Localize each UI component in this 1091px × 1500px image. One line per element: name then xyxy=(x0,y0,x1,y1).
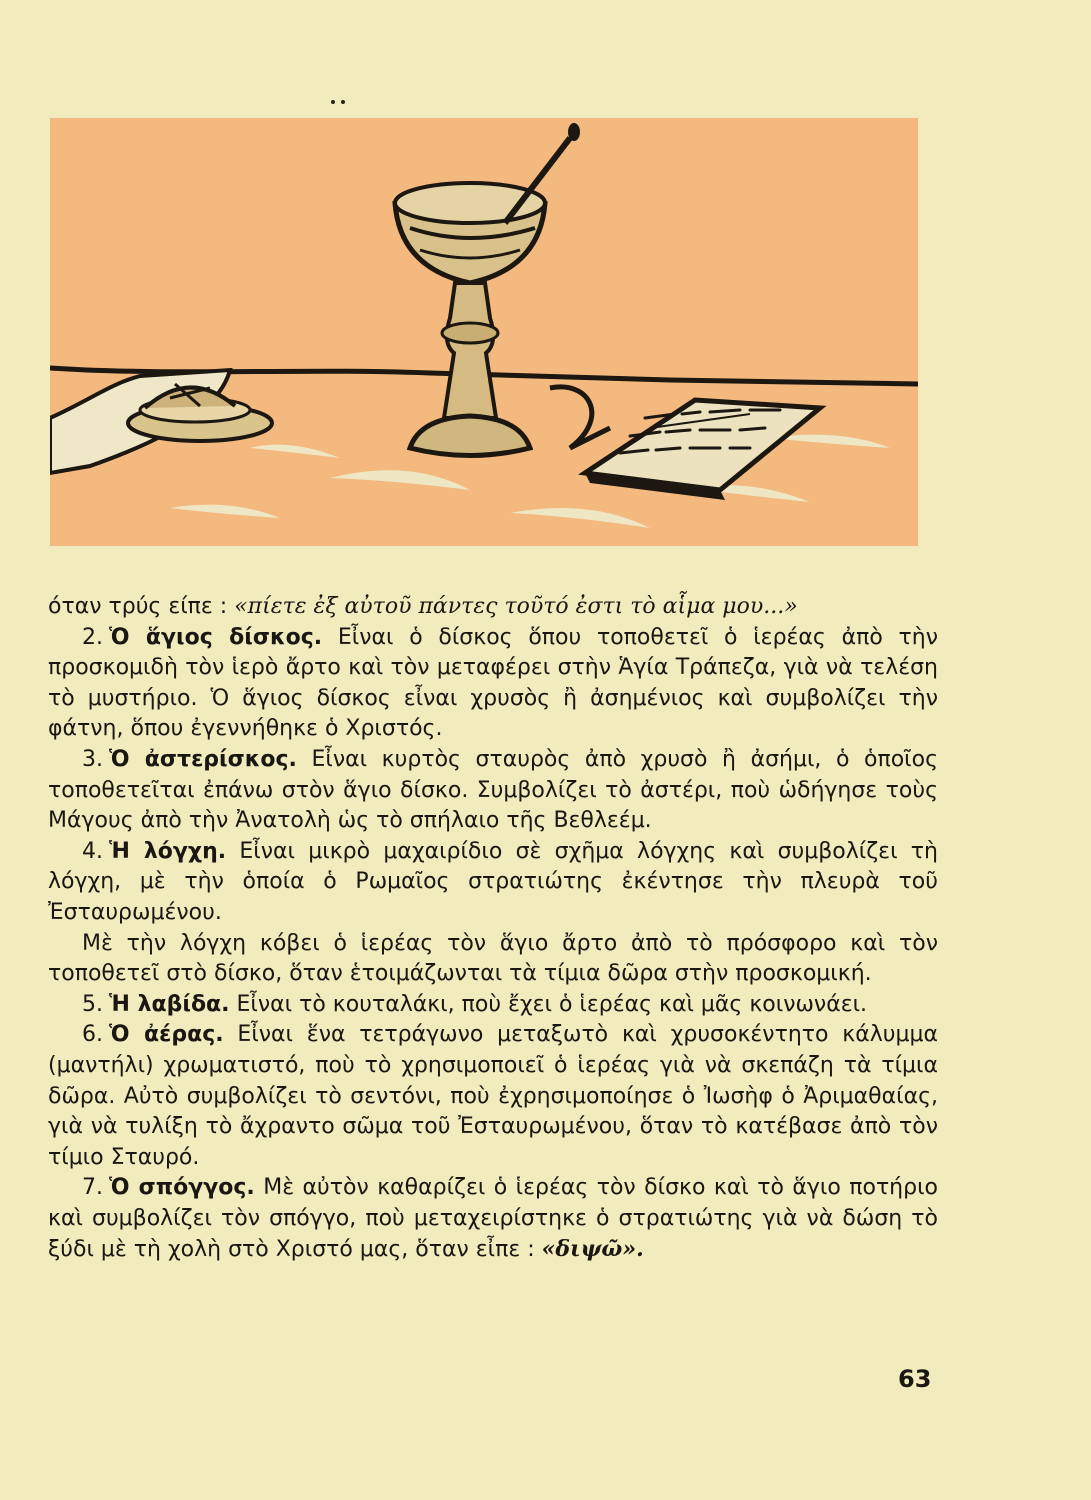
item-term: Ὁ ἀστερίσκος. xyxy=(109,746,297,772)
page-number: 63 xyxy=(898,1365,932,1393)
paragraph-item-5 xyxy=(48,990,938,1021)
quote-text: «πίετε ἐξ αὐτοῦ πάντες τοῦτό ἐστι τὸ αἷμα μου...» xyxy=(234,594,798,619)
item-term: Ἡ λόγχη. xyxy=(109,838,227,864)
item-text: Μὲ τὴν λόγχη κόβει ὁ ἱερέας τὸν ἅγιο ἄρτο ἀπὸ τὸ πρόσφορο καὶ τὸν τοποθετεῖ στὸ δίσκο, ὅταν ἑτοιμάζωνται τὰ τίμια δῶρα στὴν προσκομική. xyxy=(48,930,938,987)
item-number: 3. xyxy=(82,746,103,772)
item-number: 5. xyxy=(82,991,103,1017)
paragraph-item-3 xyxy=(48,745,938,837)
item-term: Ἡ λαβίδα. xyxy=(109,991,230,1017)
body-text xyxy=(48,592,938,1266)
item-term: Ὁ σπόγγος. xyxy=(109,1175,255,1201)
item-text: Εἶναι ὁ δίσκος ὅπου τοποθετεῖ ὁ ἱερέας ἀπὸ τὴν προσκομιδὴ τὸν ἱερὸ ἄρτο καὶ τὸν μεταφέρει στὴν Ἁγία Τράπεζα, γιὰ νὰ τελέση τὸ μυστήριο. Ὁ ἅγιος δίσκος εἶναι χρυσὸς ἢ ἀσημένιος καὶ συμβολίζει τὴν φάτνη, ὅπου ἐγεννήθηκε ὁ Χριστός. xyxy=(48,624,939,742)
quote-text: «διψῶ». xyxy=(541,1236,644,1263)
item-number: 2. xyxy=(82,624,103,650)
item-term: Ὁ ἅγιος δίσκος. xyxy=(109,624,323,650)
paragraph-item-2 xyxy=(48,623,938,745)
paragraph-item-4 xyxy=(48,837,938,929)
chalice-illustration xyxy=(50,118,918,546)
item-number: 6. xyxy=(82,1022,103,1048)
item-text: Εἶναι κυρτὸς σταυρὸς ἀπὸ χρυσὸ ἢ ἀσήμι, ὁ ὁποῖος τοποθετεῖται ἐπάνω στὸν ἅγιο δίσκο. Συμβολίζει τὸ ἀστέρι, ποὺ ὡδήγησε τοὺς Μάγους ἀπὸ τὴν Ἀνατολὴ ὡς τὸ σπήλαιο τῆς Βεθλεέμ. xyxy=(48,746,938,834)
item-text: Εἶναι τὸ κουταλάκι, ποὺ ἔχει ὁ ἱερέας καὶ μᾶς κοινωνάει. xyxy=(229,991,868,1017)
paragraph-lance-use xyxy=(48,929,938,990)
intro-text: όταν τρύς είπε : xyxy=(48,594,235,619)
item-text: Εἶναι μικρὸ μαχαιρίδιο σὲ σχῆμα λόγχης καὶ συμβολίζει τὴ λόγχη, μὲ τὴν ὁποία ὁ Ρωμαῖος στρατιώτης ἐκέντησε τὴν πλευρὰ τοῦ Ἐσταυρωμένου. xyxy=(48,838,938,925)
item-term: Ὁ ἀέρας. xyxy=(109,1022,224,1048)
item-number: 4. xyxy=(82,838,103,864)
paragraph-item-7 xyxy=(48,1173,938,1266)
item-number: 7. xyxy=(82,1175,103,1201)
stray-mark xyxy=(331,100,335,104)
item-text: Εἶναι ἕνα τετράγωνο μεταξωτὸ καὶ χρυσοκέντητο κάλυμμα (μαντήλι) χρωματιστό, ποὺ τὸ χρησιμοποιεῖ ὁ ἱερέας γιὰ νὰ σκεπάζη τὰ τίμια δῶρα. Αὐτὸ συμβολίζει τὸ σεντόνι, ποὺ ἐχρησιμοποίησε ὁ Ἰωσὴφ ὁ Ἀριμαθαίας, γιὰ νὰ τυλίξη τὸ ἄχραντο σῶμα τοῦ Ἐσταυρωμένου, ὅταν τὸ κατέβασε ἀπὸ τὸν τίμιο Σταυρό. xyxy=(48,1022,939,1170)
stray-mark xyxy=(341,100,345,104)
paragraph-intro xyxy=(48,592,938,623)
item-text: Μὲ αὐτὸν καθαρίζει ὁ ἱερέας τὸν δίσκο καὶ τὸ ἅγιο ποτήριο καὶ συμβολίζει τὸν σπόγγο, ποὺ μεταχειρίστηκε ὁ στρατιώτης γιὰ νὰ δώση τὸ ξύδι μὲ τὴ χολὴ στὸ Χριστό μας, ὅταν εἶπε : xyxy=(48,1175,938,1263)
paragraph-item-6 xyxy=(48,1020,938,1173)
